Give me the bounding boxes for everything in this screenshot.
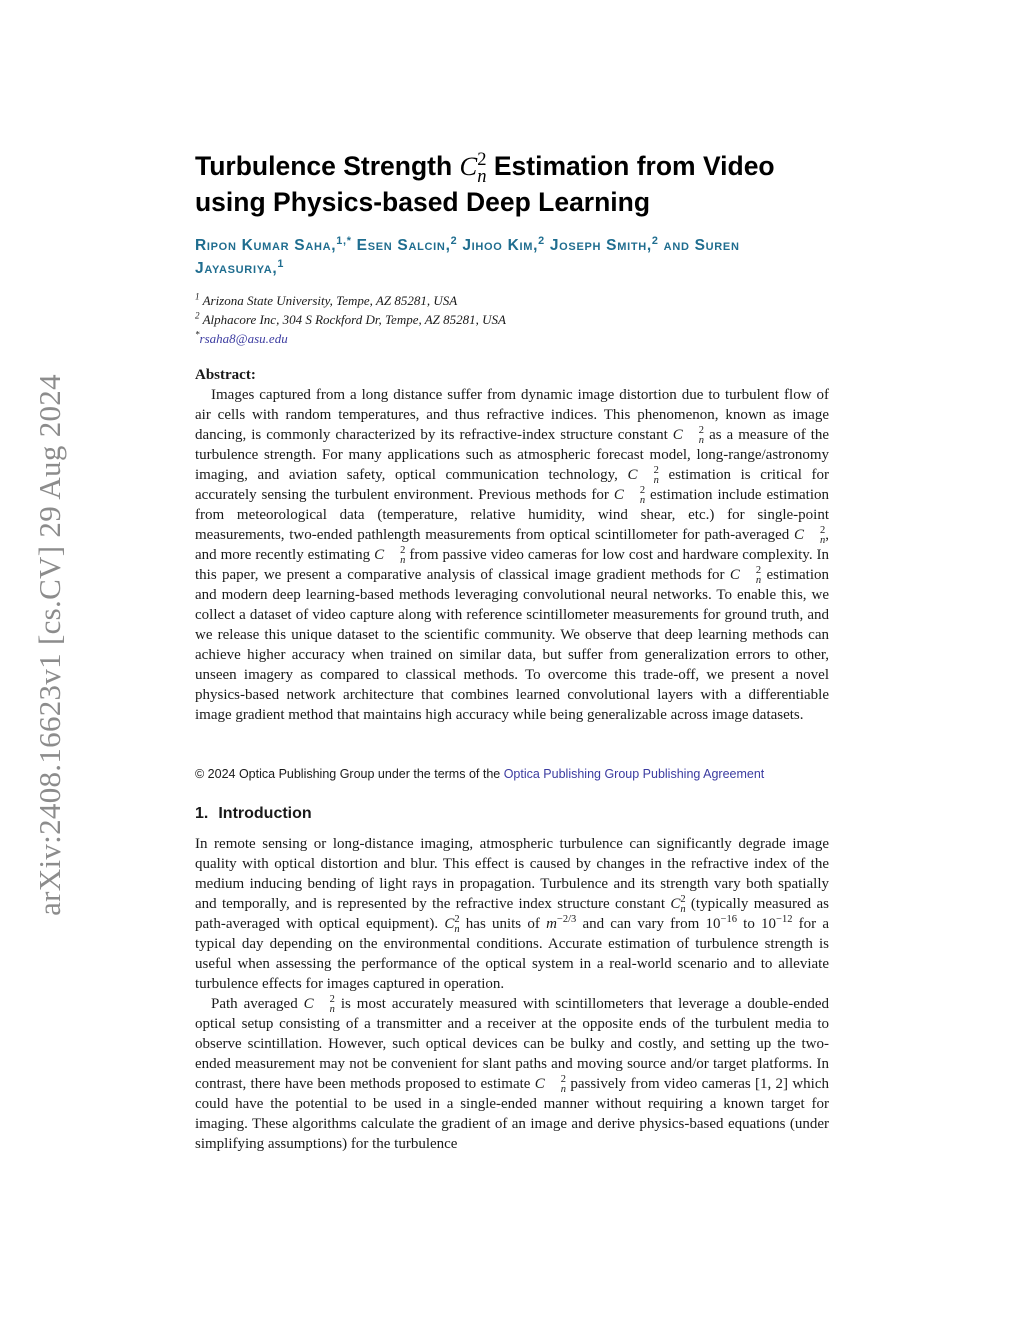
copyright-notice: © 2024 Optica Publishing Group under the terms of the Optica Publishing Group Publishing Agreement <box>195 767 765 781</box>
title-part-1: Turbulence Strength <box>195 151 453 181</box>
author: Jihoo Kim,$^2$ <box>462 234 545 254</box>
author: Ripon Kumar Saha,$^{1,*}$ <box>195 234 352 254</box>
publishing-agreement-link[interactable]: Optica Publishing Group Publishing Agreement <box>503 767 765 781</box>
title-part-2: Estimation from Video <box>493 151 775 181</box>
title-math-cn2: C 2 n <box>459 149 487 187</box>
paragraph: In remote sensing or long-distance imaging, atmospheric turbulence can significantly degrade image quality with optical distortion and blur. This effect is caused by changes in the refractive index of the medium inducing bending of light rays in propagation. Turbulence and its strength vary both spatially and temporally, and is represented by the refractive index structure constant C 2 n (typically measured as path-averaged with optical equipment). C 2 n has units of $m^{-2/3}$ and can vary from $10^{-16}$ to $10^{-12}$ for a typical day depending on the environmental conditions. Accurate estimation of turbulence strength is useful when assessing the performance of the optical system in a real-world scenario and to alleviate turbulence effects for images captured in operation. <box>195 836 830 992</box>
paragraph: Path averaged C 2 n is most accurately measured with scintillometers that leverage a double-ended optical setup consisting of a transmitter and a receiver at the opposite ends of the turbulent media to observe scintillation. However, such optical devices can be bulky and costly, and setting up the two-ended measurement may not be convenient for slant paths and moving source and/or target platforms. In contrast, there have been methods proposed to estimate C 2 n passively from video cameras [1, 2] which could have the potential to be used in a single-ended manner without requiring a known target for imaging. These algorithms calculate the gradient of an image and derive physics-based equations (under simplifying assumptions) for the turbulence <box>195 994 830 1152</box>
author: Esen Salcin,$^2$ <box>356 234 458 254</box>
author: and Suren Jayasuriya,$^1$ <box>195 237 740 277</box>
affiliations <box>195 291 829 348</box>
arxiv-identifier: arXiv:2408.16623v1 [cs.CV] 29 Aug 2024 <box>32 374 67 916</box>
affiliation: $^1$ Arizona State University, Tempe, AZ 85281, USA <box>195 291 458 308</box>
abstract-heading: Abstract: <box>195 367 256 383</box>
title-line-2: using Physics-based Deep Learning <box>195 186 651 217</box>
introduction-body <box>195 834 829 1154</box>
corresponding-email[interactable]: *rsaha8@asu.edu <box>195 329 288 346</box>
author: Joseph Smith,$^2$ <box>549 234 659 254</box>
affiliation: $^2$ Alphacore Inc, 304 S Rockford Dr, Tempe, AZ 85281, USA <box>195 310 506 327</box>
paper-title <box>195 150 829 218</box>
abstract-text: Images captured from a long distance suffer from dynamic image distortion due to turbulent flow of air cells with random temperatures, and thus refractive indices. This phenomenon, known as image dancing, is commonly characterized by its refractive-index structure constant C 2 n as a measure of the turbulence strength. For many applications such as atmospheric forecast model, long-range/astronomy imaging, and aviation safety, optical communication technology, C 2 n estimation is critical for accurately sensing the turbulent environment. Previous methods for C 2 n estimation include estimation from meteorological data (temperature, relative humidity, wind shear, etc.) for single-point measurements, two-ended pathlength measurements from optical scintillometer for path-averaged C 2 n , and more recently estimating C 2 n from passive video cameras for low cost and hardware complexity. In this paper, we present a comparative analysis of classical image gradient methods for C 2 n estimation and modern deep learning-based methods leveraging convolutional neural networks. To enable this, we collect a dataset of video capture along with reference scintillometer measurements for ground truth, and we release this unique dataset to the scientific community. We observe that deep learning methods can achieve higher accuracy when trained on similar data, but suffer from generalization errors to other, unseen imagery as compared to classical methods. To overcome this trade-off, we present a novel physics-based network architecture that combines learned convolutional layers with a differentiable image gradient method that maintains high accuracy while being generalizable across image datasets. <box>195 387 830 723</box>
author-list <box>195 234 829 280</box>
section-heading: 1. Introduction <box>195 805 312 822</box>
